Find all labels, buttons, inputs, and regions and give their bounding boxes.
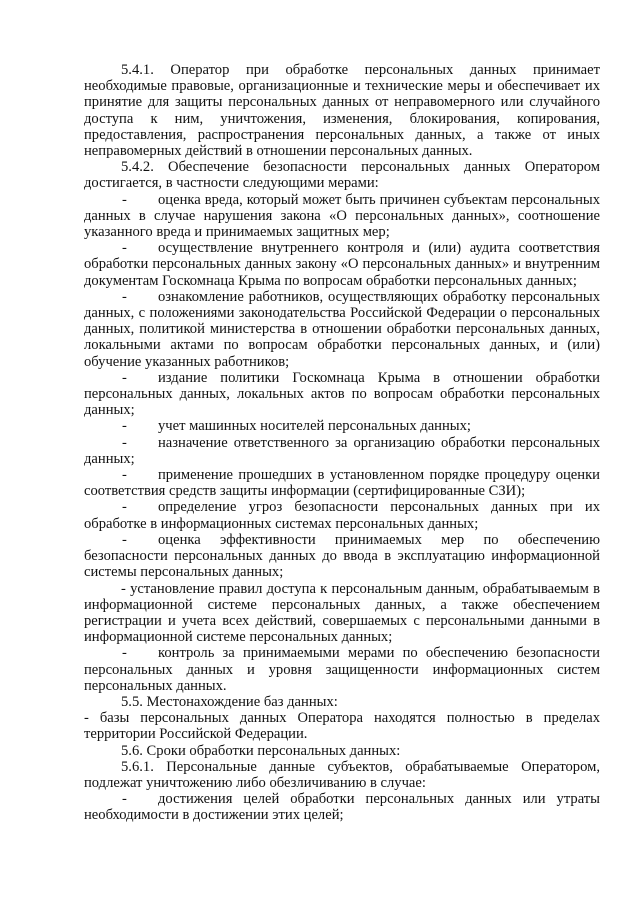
dash-marker: - [122, 531, 127, 548]
list-item-text: применение прошедших в установленном порядке процедуру оценки соответствия средств защиты информации (сертифицированные СЗИ); [84, 467, 600, 500]
list-item-text: назначение ответственного за организацию обработки персональных данных; [84, 434, 600, 467]
dash-marker: - [122, 467, 127, 484]
dash-marker: - [122, 240, 127, 257]
list-item-text: издание политики Госкомнаца Крыма в отношении обработки персональных данных, локальных актов по вопросам обработки персональных данных; [84, 369, 600, 419]
list-item [84, 532, 600, 581]
list-item [84, 581, 600, 646]
list-item [84, 370, 600, 419]
document-body [84, 62, 600, 824]
list-item [84, 435, 600, 467]
list-item [84, 791, 600, 823]
list-item-text: контроль за принимаемыми мерами по обеспечению безопасности персональных данных и уровня защищенности информационных систем персональных данных. [84, 645, 600, 694]
dash-marker: - [122, 499, 127, 516]
list-item [84, 192, 600, 241]
list-item-text: достижения целей обработки персональных данных или утраты необходимости в достижении этих целей; [84, 791, 600, 824]
list-item-text: - установление правил доступа к персональным данным, обрабатываемым в информационной системе персональных данных, а также обеспечением регистрации и учета всех действий, совершаемых с персональными данными в информационной системе персональных данных; [84, 580, 600, 646]
list-item [84, 418, 600, 434]
dash-marker: - [122, 645, 127, 662]
list-item [84, 289, 600, 370]
dash-marker: - [122, 434, 127, 451]
list-item-text: определение угроз безопасности персональных данных при их обработке в информационных системах персональных данных; [84, 499, 600, 532]
paragraph-5-4-2: 5.4.2. Обеспечение безопасности персональных данных Оператором достигается, в частности следующими мерами: [84, 159, 600, 192]
dash-marker: - [122, 369, 127, 386]
list-item [84, 499, 600, 531]
list-item-text: оценка вреда, который может быть причинен субъектам персональных данных в случае нарушения закона «О персональных данных», соотношение указанного вреда и принимаемых защитных мер; [84, 191, 600, 241]
paragraph-5-5: 5.5. Местонахождение баз данных: [121, 693, 338, 710]
list-item-text: оценка эффективности принимаемых мер по обеспечению безопасности персональных данных до ввода в эксплуатацию информационной системы персональных данных; [84, 531, 600, 581]
dash-marker: - [122, 288, 127, 305]
paragraph-5-6: 5.6. Сроки обработки персональных данных: [121, 742, 401, 759]
list-item-text: учет машинных носителей персональных данных; [158, 418, 471, 435]
list-item [84, 240, 600, 289]
dash-marker: - [122, 418, 127, 435]
dash-marker: - [122, 191, 127, 208]
list-item [84, 467, 600, 499]
dash-marker: - [122, 791, 127, 808]
list-item [84, 645, 600, 694]
paragraph-5-5-item: - базы персональных данных Оператора находятся полностью в пределах территории Российской Федерации. [84, 710, 600, 743]
paragraph-5-6-1: 5.6.1. Персональные данные субъектов, обрабатываемые Оператором, подлежат уничтожению либо обезличиванию в случае: [84, 758, 600, 791]
list-item-text: ознакомление работников, осуществляющих обработку персональных данных, с положениями законодательства Российской Федерации о персональных данных, политикой министерства в отношении обработки персональных данных, локальными актами по вопросам обработки персональных данных, и (или) обучение указанных работников; [84, 288, 600, 370]
list-item-text: осуществление внутреннего контроля и (или) аудита соответствия обработки персональных данных закону «О персональных данных» и внутренним документам Госкомнаца Крыма по вопросам обработки персональных данных; [84, 240, 600, 289]
paragraph-5-4-1: 5.4.1. Оператор при обработке персональных данных принимает необходимые правовые, организационные и технические меры и обеспечивает их принятие для защиты персональных данных от неправомерного или случайного доступа к ним, уничтожения, изменения, блокирования, копирования, предоставления, распространения персональных данных, а также от иных неправомерных действий в отношении персональных данных. [84, 62, 600, 160]
